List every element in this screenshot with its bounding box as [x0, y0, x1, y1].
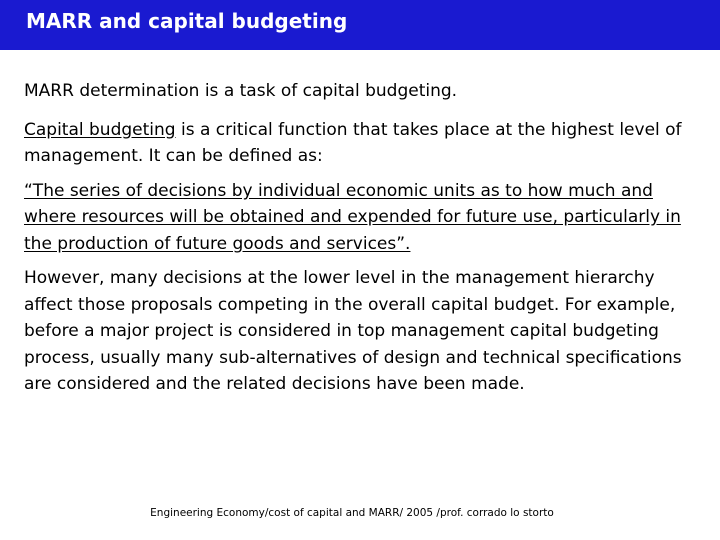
capital-budgeting-description: is a critical function that takes place at the highest level of management. It can be defined as:	[24, 119, 682, 166]
title-bar	[0, 0, 720, 50]
paragraph-marr-determination: MARR determination is a task of capital budgeting.	[24, 81, 458, 101]
slide-body	[24, 78, 694, 406]
paragraph-lower-level-decisions: However, many decisions at the lower level in the management hierarchy affect those proposals competing in the overall capital budget. For example, before a major project is considered in top management capital budgeting process, usually many sub-alternatives of design and technical specifications are considered and the related decisions have been made.	[24, 268, 682, 394]
capital-budgeting-term: Capital budgeting	[24, 119, 176, 140]
slide-footer: Engineering Economy/cost of capital and MARR/ 2005 /prof. corrado lo storto	[150, 507, 554, 519]
paragraph-capital-budgeting-definition	[24, 117, 694, 170]
slide-title: MARR and capital budgeting	[26, 9, 348, 33]
paragraph-definition-quote: “The series of decisions by individual economic units as to how much and where resources will be obtained and expended for future use, particularly in the production of future goods and services”.	[24, 180, 681, 254]
